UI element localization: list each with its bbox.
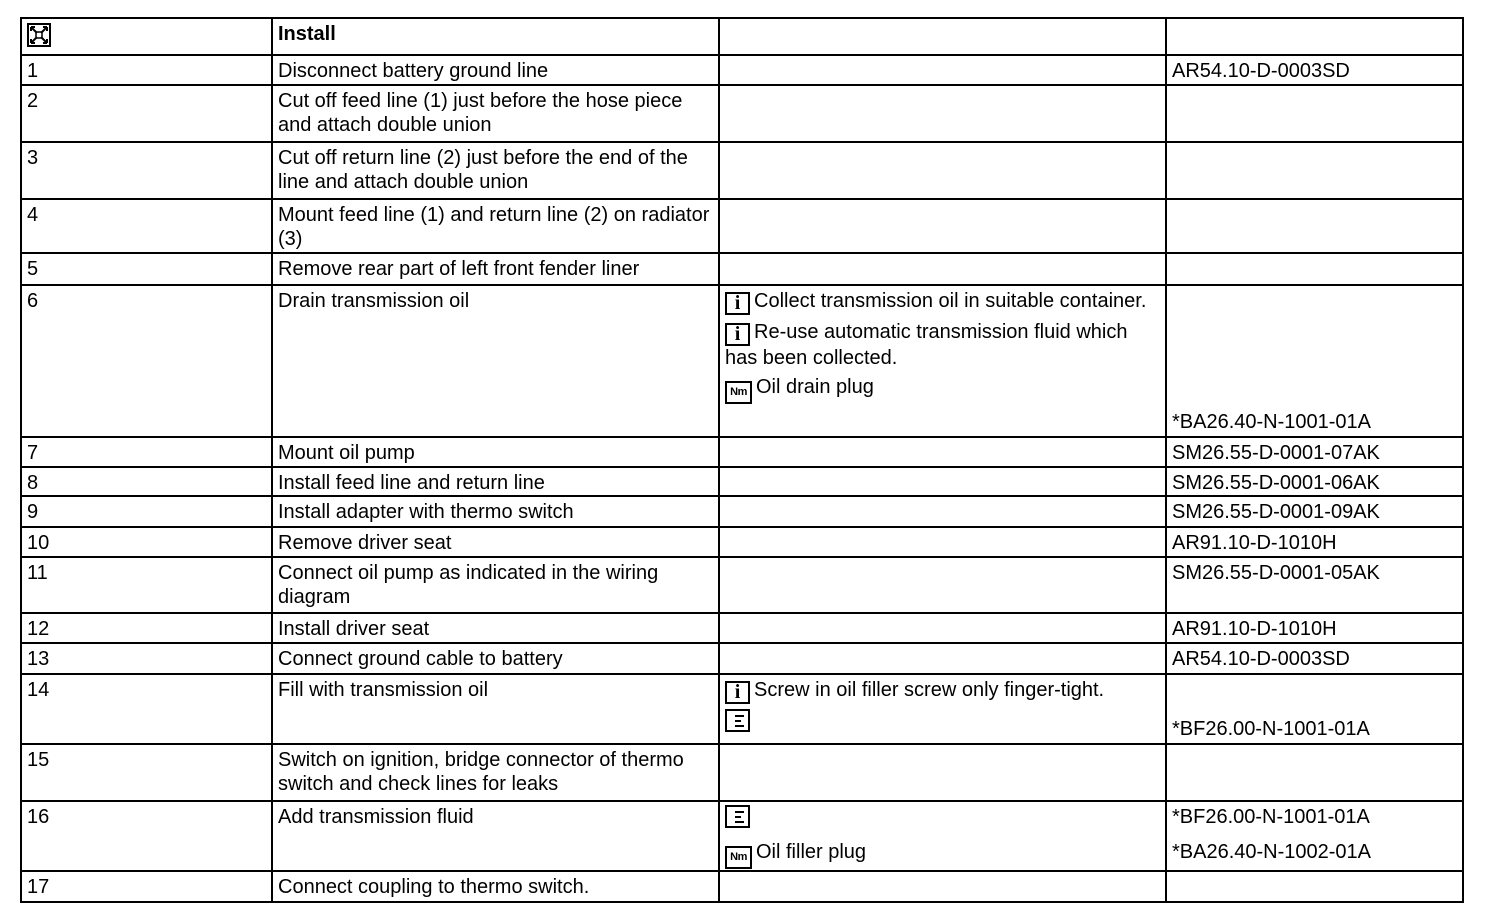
table-row [21, 55, 1463, 85]
reference-cell [1166, 285, 1463, 437]
torque-icon: Nm [725, 846, 752, 869]
table-header-row [21, 18, 1463, 55]
note-item [725, 840, 1160, 869]
step-number: 8 [21, 467, 272, 496]
torque-icon: Nm [725, 381, 752, 404]
step-number: 2 [21, 85, 272, 142]
reference-link[interactable]: AR91.10-D-1010H [1166, 613, 1463, 643]
step-number: 14 [21, 674, 272, 744]
step-number: 6 [21, 285, 272, 437]
table-row [21, 253, 1463, 285]
step-text: Connect coupling to thermo switch. [272, 871, 719, 902]
notes-cell [719, 85, 1166, 142]
reference-link[interactable]: *BF26.00-N-1001-01A [1172, 718, 1370, 740]
reference-link[interactable]: SM26.55-D-0001-09AK [1166, 496, 1463, 527]
note-item [725, 320, 1160, 370]
reference-link[interactable]: *BA26.40-N-1001-01A [1172, 411, 1372, 433]
step-number: 10 [21, 527, 272, 557]
notes-cell [719, 467, 1166, 496]
notes-cell [719, 801, 1166, 871]
table-row [21, 801, 1463, 871]
reference-link [1166, 142, 1463, 199]
note-item [725, 375, 1160, 404]
header-title: Install [272, 18, 719, 55]
step-number: 16 [21, 801, 272, 871]
notes-cell [719, 871, 1166, 902]
step-number: 17 [21, 871, 272, 902]
step-text: Disconnect battery ground line [272, 55, 719, 85]
info-icon: i [725, 292, 750, 315]
notes-cell [719, 253, 1166, 285]
table-row [21, 674, 1463, 744]
notes-cell [719, 674, 1166, 744]
step-number: 1 [21, 55, 272, 85]
notes-cell [719, 142, 1166, 199]
header-empty-cell [719, 18, 1166, 55]
table-row [21, 744, 1463, 801]
step-text: Cut off feed line (1) just before the hose piece and attach double union [272, 85, 719, 142]
reference-link[interactable]: SM26.55-D-0001-06AK [1166, 467, 1463, 496]
note-text: Re-use automatic transmission fluid which has been collected. [725, 321, 1128, 369]
notes-cell [719, 285, 1166, 437]
table-row [21, 85, 1463, 142]
table-row [21, 643, 1463, 674]
procedure-table [20, 17, 1464, 903]
notes-cell [719, 643, 1166, 674]
reference-link [1166, 199, 1463, 253]
note-text: Screw in oil filler screw only finger-tight. [754, 679, 1105, 701]
step-text: Drain transmission oil [272, 285, 719, 437]
info-icon: i [725, 323, 750, 346]
reference-link [1166, 253, 1463, 285]
notes-cell [719, 557, 1166, 613]
step-text: Remove rear part of left front fender liner [272, 253, 719, 285]
fluid-capacity-icon [725, 709, 750, 732]
step-text: Remove driver seat [272, 527, 719, 557]
step-text: Connect oil pump as indicated in the wiring diagram [272, 557, 719, 613]
step-text: Switch on ignition, bridge connector of thermo switch and check lines for leaks [272, 744, 719, 801]
step-text: Mount oil pump [272, 437, 719, 467]
note-item [725, 709, 1160, 736]
reference-link [1166, 744, 1463, 801]
notes-cell [719, 744, 1166, 801]
table-row [21, 557, 1463, 613]
step-number: 13 [21, 643, 272, 674]
step-number: 11 [21, 557, 272, 613]
reference-link [1166, 85, 1463, 142]
notes-cell [719, 496, 1166, 527]
reference-link[interactable]: SM26.55-D-0001-05AK [1166, 557, 1463, 613]
step-number: 4 [21, 199, 272, 253]
notes-cell [719, 437, 1166, 467]
step-number: 12 [21, 613, 272, 643]
notes-cell [719, 55, 1166, 85]
table-row [21, 871, 1463, 902]
header-empty-cell [1166, 18, 1463, 55]
step-text: Install feed line and return line [272, 467, 719, 496]
step-number: 3 [21, 142, 272, 199]
step-text: Add transmission fluid [272, 801, 719, 871]
info-icon: i [725, 681, 750, 704]
table-row [21, 437, 1463, 467]
reference-link[interactable]: AR54.10-D-0003SD [1166, 55, 1463, 85]
notes-cell [719, 613, 1166, 643]
note-item [725, 678, 1160, 704]
exploded-view-icon [27, 23, 51, 47]
note-text: Collect transmission oil in suitable container. [754, 290, 1147, 312]
note-text: Oil drain plug [756, 376, 874, 398]
table-row [21, 467, 1463, 496]
fluid-capacity-icon [725, 805, 750, 828]
reference-cell [1166, 801, 1463, 871]
note-item [725, 289, 1160, 315]
table-row [21, 496, 1463, 527]
step-number: 7 [21, 437, 272, 467]
table-row [21, 199, 1463, 253]
note-text: Oil filler plug [756, 841, 867, 863]
reference-link[interactable]: AR54.10-D-0003SD [1166, 643, 1463, 674]
table-row [21, 613, 1463, 643]
reference-link [1166, 871, 1463, 902]
step-number: 5 [21, 253, 272, 285]
step-number: 9 [21, 496, 272, 527]
header-icon-cell [21, 18, 272, 55]
step-text: Mount feed line (1) and return line (2) on radiator (3) [272, 199, 719, 253]
reference-link[interactable]: *BF26.00-N-1001-01A [1172, 806, 1370, 828]
step-number: 15 [21, 744, 272, 801]
table-row [21, 527, 1463, 557]
reference-cell [1166, 674, 1463, 744]
reference-link[interactable]: SM26.55-D-0001-07AK [1166, 437, 1463, 467]
reference-link[interactable]: *BA26.40-N-1002-01A [1172, 841, 1372, 863]
step-text: Connect ground cable to battery [272, 643, 719, 674]
step-text: Cut off return line (2) just before the end of the line and attach double union [272, 142, 719, 199]
table-row [21, 142, 1463, 199]
step-text: Fill with transmission oil [272, 674, 719, 744]
notes-cell [719, 527, 1166, 557]
notes-cell [719, 199, 1166, 253]
reference-link[interactable]: AR91.10-D-1010H [1166, 527, 1463, 557]
step-text: Install adapter with thermo switch [272, 496, 719, 527]
table-row [21, 285, 1463, 437]
note-item [725, 805, 1160, 832]
step-text: Install driver seat [272, 613, 719, 643]
